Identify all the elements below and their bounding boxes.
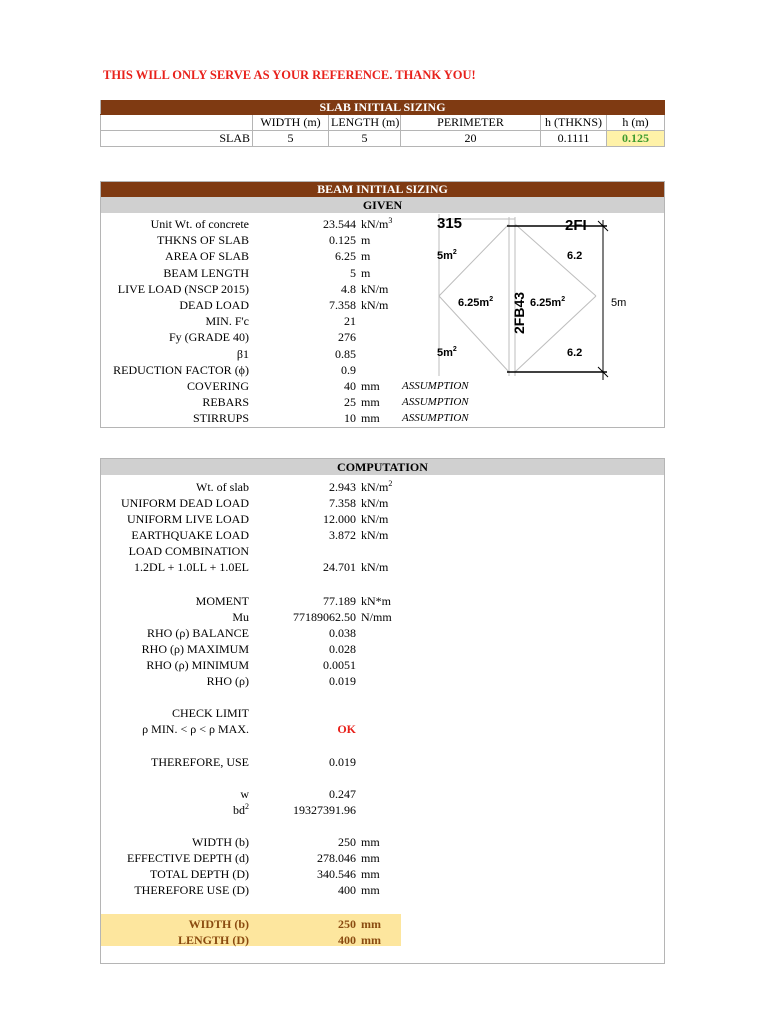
slab-header-cell: h (m): [607, 115, 665, 131]
row-value: 7.358: [329, 298, 356, 312]
row-unit-text: mm: [361, 395, 380, 410]
row-value: 276: [338, 330, 356, 345]
row-value: 77.189: [323, 594, 356, 608]
row-label: LOAD COMBINATION: [128, 544, 249, 558]
row-value: 12.000: [323, 512, 356, 526]
slab-width-cell: 5: [253, 131, 329, 147]
row-unit-sup: 2: [388, 479, 393, 488]
row-unit: [361, 248, 370, 264]
row-value: 0.028: [329, 642, 356, 656]
row-unit-text: kN/m: [361, 298, 389, 312]
slab-header-cell: h (THKNS): [541, 115, 607, 131]
computation-row: [101, 882, 521, 898]
row-unit-text: mm: [361, 379, 380, 393]
computation-row: [101, 593, 521, 609]
row-unit: [361, 932, 381, 948]
row-unit: [361, 394, 380, 410]
row-unit-text: mm: [361, 867, 380, 881]
row-unit-text: kN/m: [361, 512, 389, 526]
diagram-beam-label-right: 2FI: [565, 217, 587, 234]
row-label: RHO (ρ) MAXIMUM: [141, 642, 249, 656]
row-value: 2.943: [329, 480, 356, 494]
row-unit-text: kN/m: [361, 281, 389, 296]
row-value: OK: [337, 722, 356, 736]
computation-row: [101, 511, 521, 527]
row-value: 0.9: [341, 362, 356, 377]
row-value: 25: [344, 395, 356, 410]
area-label: 6.2: [567, 347, 583, 359]
row-value: 5: [350, 265, 356, 280]
row-unit: [361, 882, 380, 898]
area-label: $6.25m^2$: [458, 296, 494, 309]
slab-header-cell: LENGTH (m): [329, 115, 401, 131]
given-row: [101, 410, 521, 426]
row-value: 0.85: [335, 346, 356, 361]
computation-row: [101, 495, 521, 511]
row-unit: [361, 850, 380, 866]
computation-row: [101, 673, 521, 689]
row-value: 250: [338, 835, 356, 849]
area-label: $5m^2$: [437, 249, 457, 262]
row-value: 40: [344, 379, 356, 393]
row-unit: [361, 232, 370, 248]
row-value: 0.019: [329, 755, 356, 769]
result-row: [101, 932, 521, 948]
row-value: 278.046: [317, 851, 356, 865]
row-unit: [361, 609, 392, 625]
row-label: EFFECTIVE DEPTH (d): [127, 851, 249, 865]
row-unit-text: kN/m: [361, 528, 389, 542]
row-unit-text: mm: [361, 851, 380, 865]
row-unit: [361, 479, 392, 495]
row-value: 0.019: [329, 674, 356, 688]
row-label: RHO (ρ) BALANCE: [147, 626, 249, 640]
row-value: 400: [338, 933, 356, 947]
slab-thickness-cell: 0.1111: [541, 131, 607, 147]
row-label: COVERING: [187, 379, 249, 393]
row-value: 23.544: [323, 217, 356, 231]
slab-sizing-table: [100, 100, 665, 147]
row-label-sup: 2: [245, 802, 249, 811]
computation-panel: [100, 458, 665, 964]
computation-row: [101, 543, 521, 559]
row-label: DEAD LOAD: [179, 298, 249, 312]
row-label: THKNS OF SLAB: [156, 233, 249, 248]
diagram-beam-label-left: 315: [437, 215, 463, 232]
computation-row: [101, 721, 521, 737]
diagram-line: [515, 224, 596, 296]
slab-h-cell: 0.125: [607, 131, 665, 147]
row-value: 0.0051: [323, 658, 356, 672]
row-unit-text: kN/m: [361, 480, 389, 494]
row-label: Fy (GRADE 40): [169, 330, 249, 345]
row-unit: [361, 866, 380, 882]
row-unit: [361, 495, 388, 511]
computation-header: COMPUTATION: [101, 459, 664, 475]
row-label: MIN. F'c: [205, 314, 249, 329]
row-label: STIRRUPS: [192, 411, 249, 426]
row-unit-text: kN*m: [361, 594, 391, 608]
row-value: 77189062.50: [293, 610, 356, 624]
row-label: RHO (ρ): [206, 674, 249, 688]
row-label-text: bd: [233, 803, 245, 817]
row-unit: [361, 511, 388, 527]
computation-row: [101, 786, 521, 802]
row-note: ASSUMPTION: [402, 380, 469, 392]
slab-diagram: [431, 214, 631, 389]
area-label: 6.2: [567, 250, 583, 262]
row-value: 21: [344, 314, 356, 329]
row-unit-text: m: [361, 233, 371, 248]
row-unit: [361, 593, 391, 609]
computation-row: [101, 850, 521, 866]
row-label: LIVE LOAD (NSCP 2015): [117, 281, 249, 296]
row-label: CHECK LIMIT: [172, 706, 249, 720]
slab-perimeter-cell: 20: [401, 131, 541, 147]
slab-length-cell: 5: [329, 131, 401, 147]
row-label: REBARS: [202, 395, 249, 410]
row-unit-text: kN/m: [361, 496, 389, 510]
row-label: Mu: [232, 610, 249, 624]
row-value: 10: [344, 411, 356, 426]
row-label: MOMENT: [195, 594, 249, 608]
row-unit: [361, 410, 380, 426]
area-label: $5m^2$: [437, 346, 457, 359]
computation-row: [101, 625, 521, 641]
row-note: ASSUMPTION: [402, 396, 469, 409]
slab-header-cell: WIDTH (m): [253, 115, 329, 131]
row-label: UNIFORM DEAD LOAD: [121, 496, 249, 510]
row-unit-text: mm: [361, 835, 380, 849]
row-label: Unit Wt. of concrete: [150, 217, 249, 231]
computation-row: [101, 641, 521, 657]
row-label: AREA OF SLAB: [164, 249, 249, 264]
row-value: 6.25: [335, 249, 356, 264]
row-value: 0.038: [329, 626, 356, 640]
area-label: $6.25m^2$: [530, 296, 566, 309]
row-unit: [361, 297, 388, 313]
row-unit: [361, 834, 380, 850]
row-unit-text: mm: [361, 933, 381, 947]
row-label: 1.2DL + 1.0LL + 1.0EL: [134, 560, 249, 574]
row-label: EARTHQUAKE LOAD: [131, 528, 249, 542]
row-unit-text: m: [361, 249, 371, 264]
given-row: [101, 394, 521, 410]
row-unit-text: kN/m: [361, 217, 389, 231]
computation-row: [101, 527, 521, 543]
computation-row: [101, 705, 521, 721]
row-unit: [361, 559, 388, 575]
row-unit-sup: 3: [388, 216, 393, 225]
row-unit-text: mm: [361, 411, 380, 426]
dimension-label: 5m: [611, 297, 627, 309]
computation-row: [101, 559, 521, 575]
row-value: 24.701: [323, 560, 356, 574]
row-value: 400: [338, 883, 356, 897]
computation-row: [101, 802, 521, 818]
row-unit-text: kN/m: [361, 560, 389, 574]
row-unit-text: N/mm: [361, 610, 392, 624]
row-value: 0.125: [329, 233, 356, 248]
computation-row: [101, 754, 521, 770]
row-unit: [361, 216, 392, 232]
row-value: 3.872: [329, 528, 356, 542]
beam-sizing-panel: [100, 181, 665, 428]
given-header: GIVEN: [101, 197, 664, 213]
beam-label-vertical: 2FB43: [511, 291, 527, 334]
row-label: UNIFORM LIVE LOAD: [127, 512, 249, 526]
row-value: 0.247: [329, 787, 356, 801]
row-value: 250: [338, 917, 356, 931]
slab-header-cell: PERIMETER: [401, 115, 541, 131]
row-label: WIDTH (b): [192, 835, 249, 849]
row-value: 4.8: [341, 281, 356, 296]
row-label: RHO (ρ) MINIMUM: [146, 658, 249, 672]
slab-table-title: SLAB INITIAL SIZING: [101, 100, 665, 115]
row-label: Wt. of slab: [196, 480, 249, 494]
slab-row-label: SLAB: [101, 131, 253, 147]
slab-header-cell: [101, 115, 253, 131]
row-value: 19327391.96: [293, 803, 356, 817]
row-unit-text: mm: [361, 917, 381, 931]
row-unit: [361, 527, 388, 543]
row-unit: [361, 265, 370, 281]
row-label: THEREFORE, USE: [150, 755, 249, 769]
row-label: THEREFORE USE (D): [134, 883, 249, 897]
row-label: LENGTH (D): [177, 933, 249, 947]
computation-row: [101, 657, 521, 673]
result-row: [101, 916, 521, 932]
row-label: β1: [236, 346, 249, 361]
computation-row: [101, 866, 521, 882]
row-label: WIDTH (b): [188, 917, 249, 931]
row-unit: [361, 281, 388, 297]
computation-row: [101, 834, 521, 850]
computation-row: [101, 609, 521, 625]
row-label: BEAM LENGTH: [163, 265, 249, 280]
row-label: REDUCTION FACTOR (ϕ): [113, 362, 249, 377]
row-unit-text: m: [361, 265, 371, 280]
row-label: ρ MIN. < ρ < ρ MAX.: [142, 722, 249, 736]
row-note: ASSUMPTION: [402, 412, 469, 425]
row-unit: [361, 378, 380, 394]
beam-panel-title: BEAM INITIAL SIZING: [101, 182, 664, 197]
computation-row: [101, 479, 521, 495]
row-label: w: [240, 787, 249, 801]
row-value: 340.546: [317, 867, 356, 881]
row-unit-text: mm: [361, 883, 380, 897]
row-label: [101, 802, 249, 818]
reference-notice: THIS WILL ONLY SERVE AS YOUR REFERENCE. THANK YOU!: [103, 68, 476, 82]
row-unit: [361, 916, 381, 932]
row-value: 7.358: [329, 496, 356, 510]
row-label: TOTAL DEPTH (D): [149, 867, 249, 881]
